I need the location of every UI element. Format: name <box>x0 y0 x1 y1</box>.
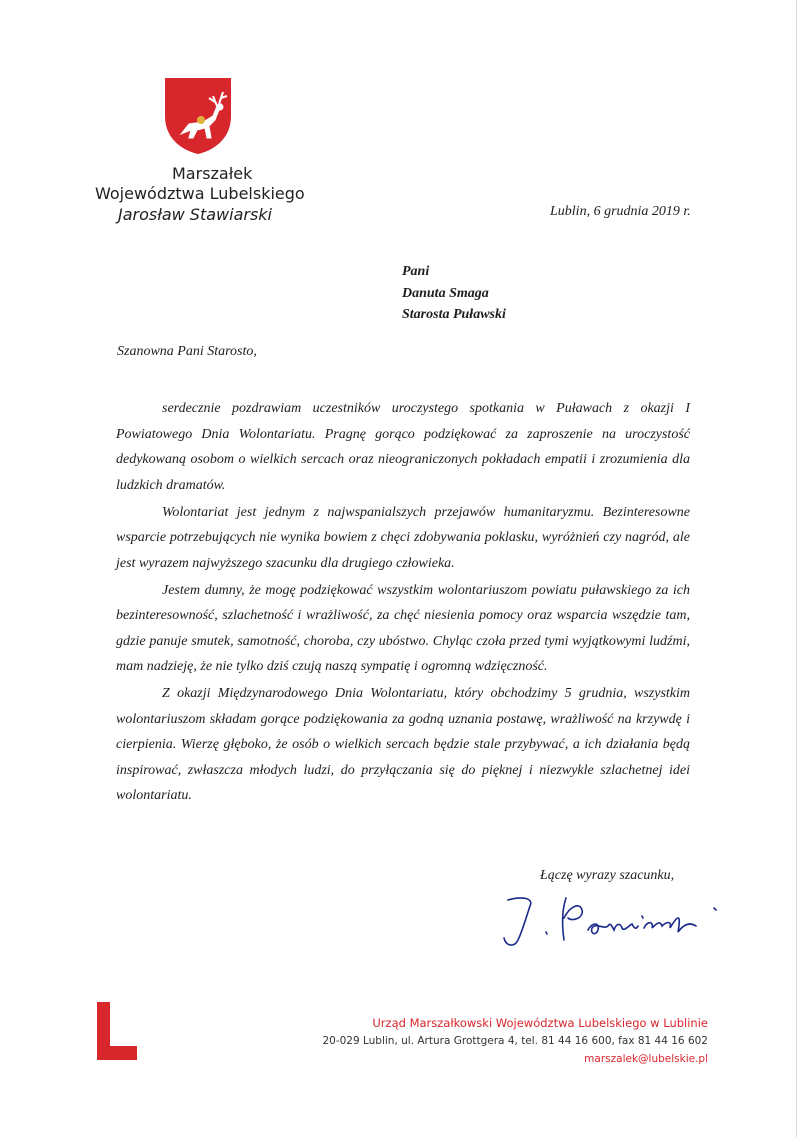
salutation: Szanowna Pani Starosto, <box>117 344 257 359</box>
signature-icon <box>500 892 740 952</box>
lubelskie-logo-icon <box>94 1000 140 1062</box>
recipient-line3: Starosta Puławski <box>402 307 506 322</box>
paragraph: serdecznie pozdrawiam uczestników uroczystego spotkania w Puławach z okazji I Powiatowego Dnia Wolontariatu. Pragnę gorąco podziękować za zaproszenie na uroczystość dedykowaną osobom o wielkich sercach oraz nieograniczonych pokładach empatii i zrozumienia dla ludzkich dramatów. <box>116 401 690 493</box>
header-name: Jarosław Stawiarski <box>118 205 272 224</box>
footer-address: 20-029 Lublin, ul. Artura Grottgera 4, tel. 81 44 16 600, fax 81 44 16 602 <box>322 1035 708 1047</box>
closing: Łączę wyrazy szacunku, <box>540 868 675 883</box>
footer-office: Urząd Marszałkowski Województwa Lubelskiego w Lublinie <box>372 1016 708 1030</box>
paragraph: Wolontariat jest jednym z najwspanialszych przejawów humanitaryzmu. Bezinteresowne wsparcie potrzebujących nie wynika bowiem z chęci zdobywania poklasku, wyróżnień czy nagród, ale jest wyrazem najwyższego szacunku dla drugiego człowieka. <box>116 504 690 571</box>
header-title-line1: Marszałek <box>172 164 253 183</box>
recipient-line1: Pani <box>402 264 430 279</box>
paragraph: Z okazji Międzynarodowego Dnia Wolontariatu, który obchodzimy 5 grudnia, wszystkim wolontariuszom składam gorące podziękowania za godną uznania postawę, wrażliwość na krzywdę i cierpienia. Wierzę głęboko, że osób o wielkich sercach będzie stale przybywać, a ich działania będą inspirować, zwłaszcza młodych ludzi, do przyłączania się do pięknej i niezwykle szlachetnej idei wolontariatu. <box>116 686 690 803</box>
header-title-line2: Województwa Lubelskiego <box>95 184 305 203</box>
letter-date: Lublin, 6 grudnia 2019 r. <box>550 204 691 219</box>
paragraph: Jestem dumny, że mogę podziękować wszystkim wolontariuszom powiatu puławskiego za ich bezinteresowność, szlachetność i wrażliwość, za chęć niesienia pomocy oraz wsparcia wszędzie tam, gdzie panuje smutek, samotność, choroba, czy ubóstwo. Chyląc czoła przed tymi wyjątkowymi ludźmi, mam nadzieję, że nie tylko dziś czują naszą sympatię i ogromną wdzięczność. <box>116 582 690 674</box>
scan-edge <box>796 0 797 1137</box>
letter-body <box>116 396 690 810</box>
footer-email[interactable]: marszalek@lubelskie.pl <box>584 1053 708 1065</box>
recipient-line2: Danuta Smaga <box>402 286 489 301</box>
coat-of-arms-icon <box>163 76 233 156</box>
